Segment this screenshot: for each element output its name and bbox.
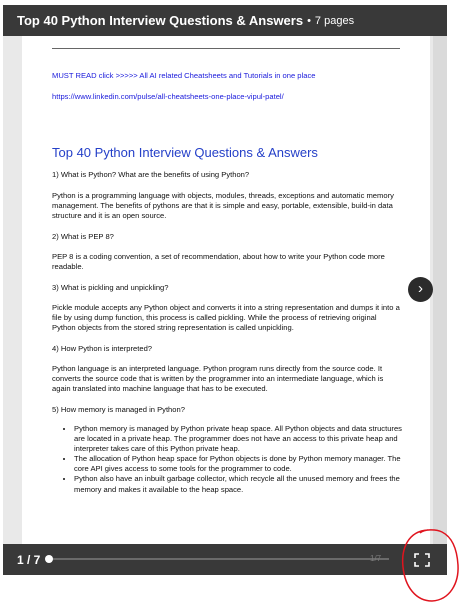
answer-2: PEP 8 is a coding convention, a set of recommendation, about how to write your Python code more readable.	[52, 252, 385, 272]
viewer-header	[3, 5, 447, 36]
question-4: 4) How Python is interpreted?	[52, 344, 153, 353]
linkedin-link[interactable]: https://www.linkedin.com/pulse/all-cheatsheets-one-place-vipul-patel/	[52, 92, 284, 101]
page-progress-track[interactable]	[49, 558, 389, 560]
fullscreen-button[interactable]	[414, 553, 430, 567]
fullscreen-icon	[414, 553, 430, 567]
next-page-button[interactable]	[408, 277, 433, 302]
page-top-rule	[52, 48, 400, 49]
question-1: 1) What is Python? What are the benefits of using Python?	[52, 170, 250, 179]
page-indicator: 1 / 7	[17, 553, 41, 567]
right-scroll-gutter[interactable]	[433, 36, 447, 546]
doc-heading: Top 40 Python Interview Questions & Answers	[52, 145, 318, 160]
bullet-item: • Python memory is managed by Python private heap space. All Python objects and data structures are located in a private heap. The programmer does not have an access to this private heap and interpreter takes care of this Python private heap.	[74, 424, 402, 454]
page-progress-handle[interactable]	[45, 555, 53, 563]
bullet-item: • Python also have an inbuilt garbage collector, which recycle all the unused memory and frees the memory and makes it available to the heap space.	[74, 474, 402, 494]
answer-3: Pickle module accepts any Python object and converts it into a string representation and dumps it into a file by using dump function, this process is called pickling. While the process of retrieving original Python objects from the stored string representation is called unpickling.	[52, 303, 400, 333]
mini-page-label: 1/7	[370, 554, 382, 563]
document-page	[22, 36, 430, 556]
memory-bullets	[52, 424, 402, 495]
answer-4: Python language is an interpreted language. Python program runs directly from the source code. It converts the source code that is written by the programmer into an intermediate language, which is again translated into machine language that has to be executed.	[52, 364, 384, 394]
question-3: 3) What is pickling and unpickling?	[52, 283, 169, 292]
question-2: 2) What is PEP 8?	[52, 232, 114, 241]
question-5: 5) How memory is managed in Python?	[52, 405, 185, 414]
title-separator: •	[307, 14, 311, 27]
must-read-line[interactable]: MUST READ click >>>>> All AI related Cheatsheets and Tutorials in one place	[52, 71, 316, 80]
answer-1: Python is a programming language with objects, modules, threads, exceptions and automatic memory management. The benefits of pythons are that it is simple and easy, portable, extensible, build-in data structure and it is an open source.	[52, 191, 394, 221]
chevron-right-icon: ›	[418, 280, 423, 297]
viewer-footer	[3, 544, 447, 575]
page-count: 7 pages	[314, 14, 355, 27]
document-title: Top 40 Python Interview Questions & Answers	[17, 13, 304, 28]
document-viewer	[3, 5, 447, 575]
bullet-item: • The allocation of Python heap space for Python objects is done by Python memory manager. The core API gives access to some tools for the programmer to code.	[74, 454, 402, 474]
